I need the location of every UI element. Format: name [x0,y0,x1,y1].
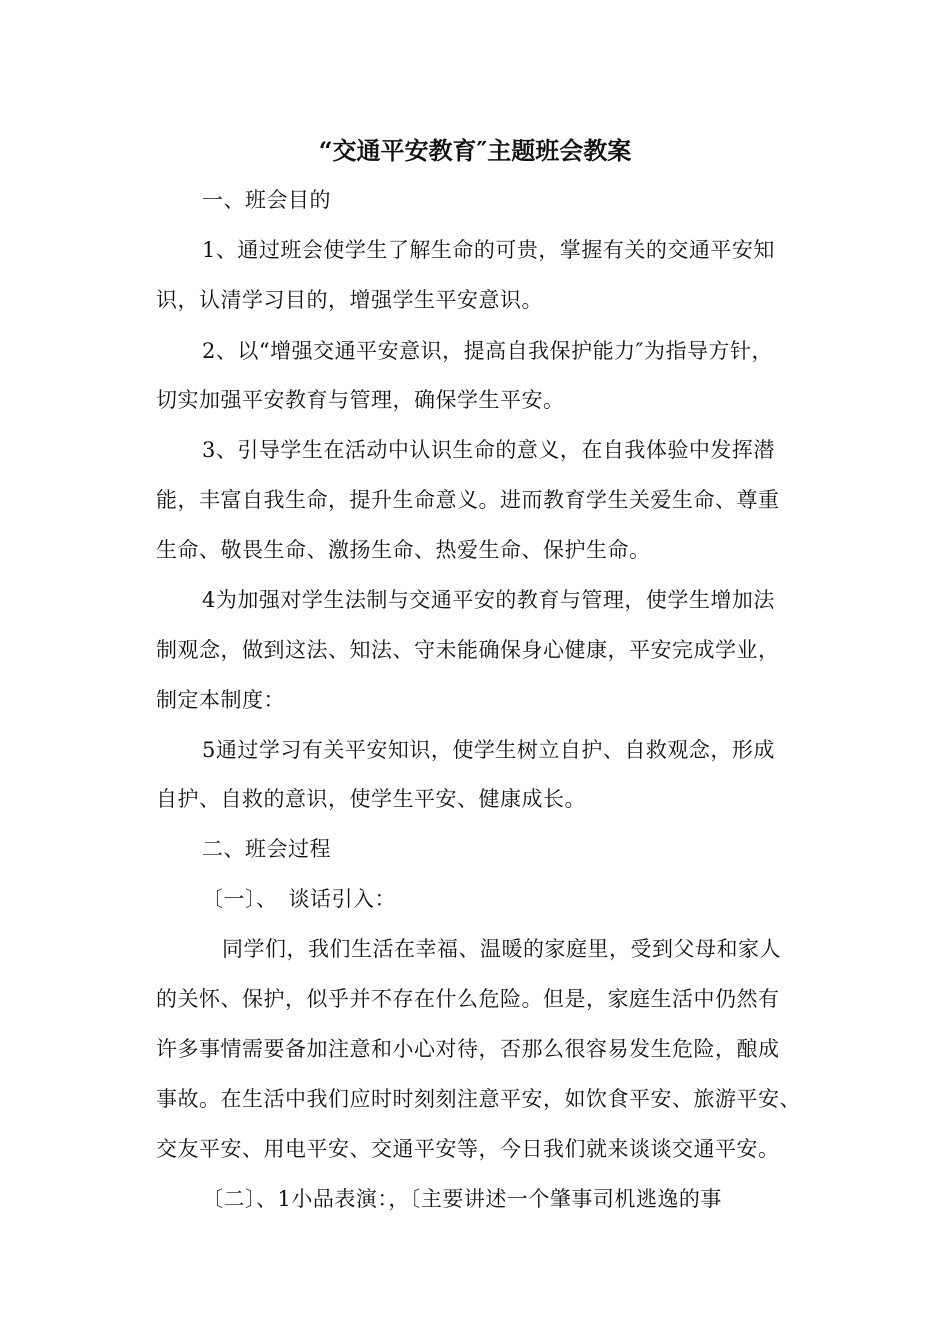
paragraph-line: 制观念，做到这法、知法、守未能确保身心健康，平安完成学业， [156,638,780,662]
paragraph-line: 5通过学习有关平安知识，使学生树立自护、自救观念，形成 [202,738,775,762]
paragraph-line: 许多事情需要备加注意和小心对待，否那么很容易发生危险，酿成 [156,1037,780,1061]
paragraph-line: 能，丰富自我生命，提升生命意义。进而教育学生关爱生命、尊重 [156,488,780,512]
paragraph-line: 3、引导学生在活动中认识生命的意义，在自我体验中发挥潜 [202,438,775,462]
paragraph-line: 制定本制度： [156,688,285,712]
paragraph-line: 自护、自救的意识，使学生平安、健康成长。 [156,787,586,811]
paragraph-line: 交友平安、用电平安、交通平安等，今日我们就来谈谈交通平安。 [156,1137,780,1161]
paragraph-line: 生命、敬畏生命、激扬生命、热爱生命、保护生命。 [156,538,651,562]
document-title: “交通平安教育″主题班会教案 [318,136,632,165]
section-heading-process: 二、班会过程 [202,837,331,861]
paragraph-line: 2、以“增强交通平安意识，提高自我保护能力″为指导方针， [202,339,773,363]
paragraph-line: 切实加强平安教育与管理，确保学生平安。 [156,388,565,412]
paragraph-line: 识，认清学习目的，增强学生平安意识。 [156,288,543,312]
paragraph-line: 同学们，我们生活在幸福、温暖的家庭里，受到父母和家人 [222,937,781,961]
subsection-heading: 〔一〕、 谈话引入： [202,887,396,911]
paragraph-line: 1、通过班会使学生了解生命的可贵，掌握有关的交通平安知 [202,238,775,262]
paragraph-line: 4为加强对学生法制与交通平安的教育与管理，使学生增加法 [202,588,775,612]
paragraph-line: 事故。在生活中我们应时时刻刻注意平安，如饮食平安、旅游平安、 [156,1087,801,1111]
section-heading-purpose: 一、班会目的 [202,188,331,212]
paragraph-line: 的关怀、保护，似乎并不存在什么危险。但是，家庭生活中仍然有 [156,987,780,1011]
subsection-heading: 〔二〕、1小品表演：，〔主要讲述一个肇事司机逃逸的事 [202,1187,722,1211]
